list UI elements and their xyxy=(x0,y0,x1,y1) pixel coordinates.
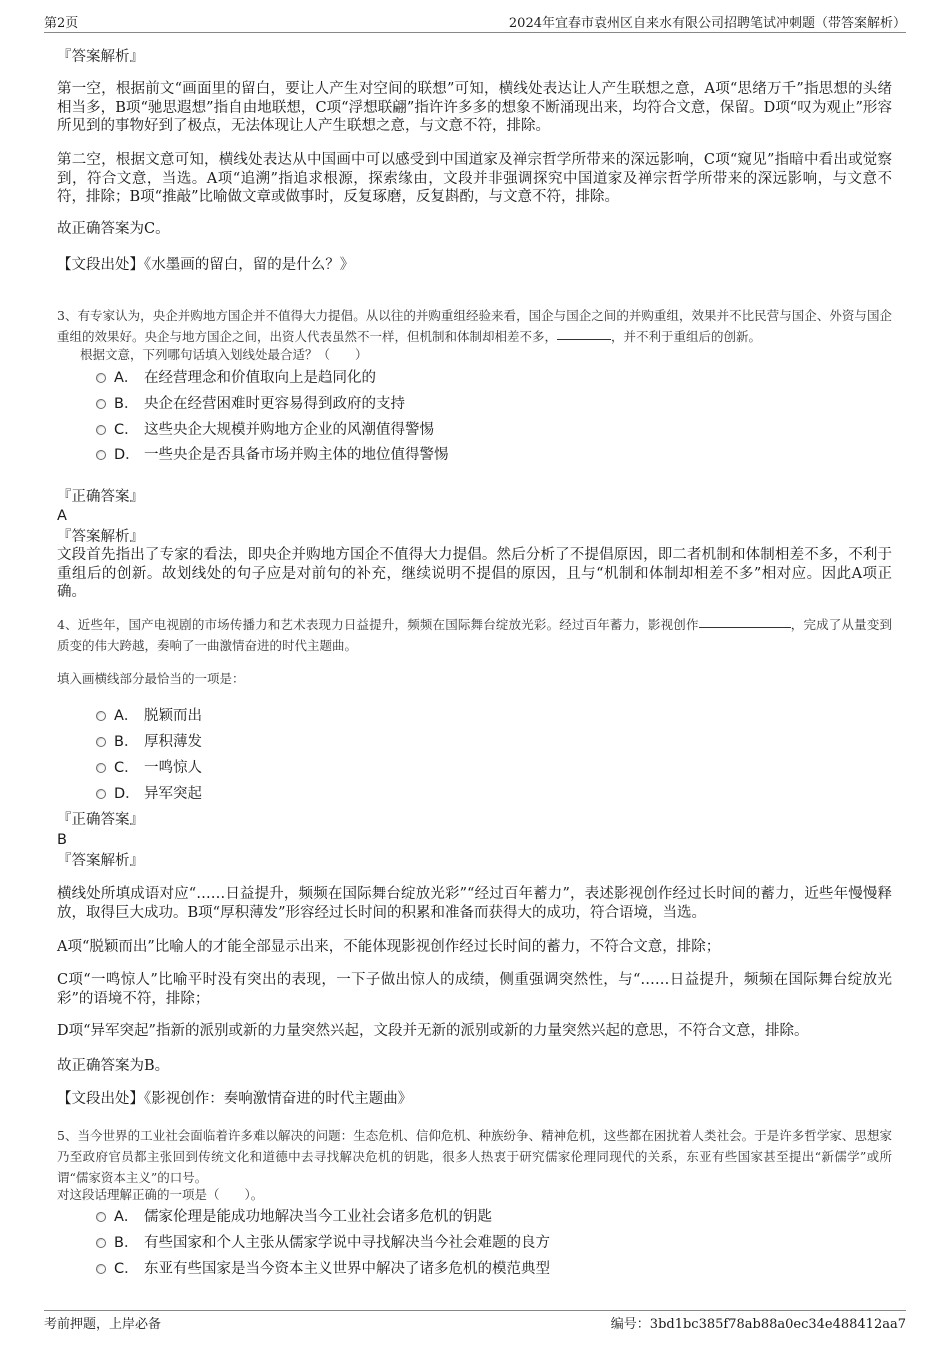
q2-source: 【文段出处】《水墨画的留白，留的是什么？》 xyxy=(57,257,355,273)
radio-icon[interactable] xyxy=(96,1264,106,1274)
q3-stem-part2: ，并不利于重组后的创新。 xyxy=(611,329,762,344)
q4-stem-part1: 4、近些年，国产电视剧的市场传播力和艺术表现力日益提升，频频在国际舞台绽放光彩。经过百年蓄力，影视创作 xyxy=(57,617,699,632)
q4-option-d[interactable]: D． 异军突起 xyxy=(96,785,202,803)
q3-option-d[interactable]: D． 一些央企是否具备市场并购主体的地位值得警惕 xyxy=(96,446,449,464)
q4-analysis-p1: 横线处所填成语对应“……日益提升，频频在国际舞台绽放光彩”“经过百年蓄力”，表述影视创作经过长时间的蓄力，近些年慢慢释放，取得巨大成功。B项“厚积薄发”形容经过长时间的积累和准备而获得大的成功，符合语境，当选。 xyxy=(57,886,892,921)
radio-icon[interactable] xyxy=(96,711,106,721)
q4-analysis-p2: A项“脱颖而出”比喻人的才能全部显示出来，不能体现影视创作经过长时间的蓄力，不符合文意，排除； xyxy=(57,939,721,955)
q5-question: 对这段话理解正确的一项是（ ）。 xyxy=(57,1187,264,1202)
q2-conclusion: 故正确答案为C。 xyxy=(57,221,170,237)
q5-option-c[interactable]: C． 东亚有些国家是当今资本主义世界中解决了诸多危机的模范典型 xyxy=(96,1260,550,1278)
q3-answer: A xyxy=(57,508,67,524)
radio-icon[interactable] xyxy=(96,425,106,435)
q4-analysis-label: 『答案解析』 xyxy=(57,853,144,869)
q4-option-c[interactable]: C． 一鸣惊人 xyxy=(96,759,202,777)
q3-stem xyxy=(57,305,892,347)
q3-option-b[interactable]: B． 央企在经营困难时更容易得到政府的支持 xyxy=(96,395,405,413)
footer-slogan: 考前押题，上岸必备 xyxy=(44,1317,162,1332)
footer-divider xyxy=(44,1310,906,1311)
q3-analysis: 文段首先指出了专家的看法，即央企并购地方国企不值得大力提倡。然后分析了不提倡原因，即二者机制和体制相差不多，不利于重组后的创新。故划线处的句子应是对前句的补充，继续说明不提倡的原因，且与“机制和体制却相差不多”相对应。因此A项正确。 xyxy=(57,547,892,600)
radio-icon[interactable] xyxy=(96,1212,106,1222)
q3-stem-part1: 3、有专家认为，央企并购地方国企并不值得大力提倡。从以往的并购重组经验来看，国企与国企之间的并购重组，效果并不比民营与国企、外资与国企重组的效果好。央企与地方国企之间，出资人代表虽然不一样，但机制和体制却相差不多， xyxy=(57,308,892,344)
document-title: 2024年宜春市袁州区自来水有限公司招聘笔试冲刺题（带答案解析） xyxy=(508,16,906,31)
page-number: 第2页 xyxy=(44,16,79,31)
q5-option-a[interactable]: A． 儒家伦理是能成功地解决当今工业社会诸多危机的钥匙 xyxy=(96,1208,492,1226)
q4-answer-label: 『正确答案』 xyxy=(57,812,144,828)
q4-conclusion: 故正确答案为B。 xyxy=(57,1058,170,1074)
header-divider xyxy=(44,32,906,33)
q5-stem: 5、当今世界的工业社会面临着许多难以解决的问题：生态危机、信仰危机、种族纷争、精神危机，这些都在困扰着人类社会。于是许多哲学家、思想家乃至政府官员都主张回到传统文化和道德中去寻找解决危机的钥匙，很多人热衷于研究儒家伦理同现代的关系，东亚有些国家甚至提出“新儒学”或所谓“儒家资本主义”的口号。 xyxy=(57,1128,892,1185)
q4-blank xyxy=(699,627,791,628)
q3-option-c[interactable]: C． 这些央企大规模并购地方企业的风潮值得警惕 xyxy=(96,421,434,439)
q4-analysis-p3: C项“一鸣惊人”比喻平时没有突出的表现，一下子做出惊人的成绩，侧重强调突然性，与“……日益提升，频频在国际舞台绽放光彩”的语境不符，排除； xyxy=(57,972,892,1007)
q3-option-a[interactable]: A． 在经营理念和价值取向上是趋同化的 xyxy=(96,369,376,387)
q4-stem-part2: ，完成了从量变到质变的伟大跨越，奏响了一曲激情奋进的时代主题曲。 xyxy=(57,617,892,653)
q3-analysis-label: 『答案解析』 xyxy=(57,529,144,545)
q4-stem xyxy=(57,614,892,656)
q5-option-b[interactable]: B． 有些国家和个人主张从儒家学说中寻找解决当今社会难题的良方 xyxy=(96,1234,550,1252)
q3-blank xyxy=(557,339,611,340)
radio-icon[interactable] xyxy=(96,763,106,773)
document-code: 编号：3bd1bc385f78ab88a0ec34e488412aa7 xyxy=(610,1317,906,1332)
radio-icon[interactable] xyxy=(96,399,106,409)
q4-option-b[interactable]: B． 厚积薄发 xyxy=(96,733,202,751)
q4-source: 【文段出处】《影视创作：奏响激情奋进的时代主题曲》 xyxy=(57,1091,413,1107)
radio-icon[interactable] xyxy=(96,373,106,383)
q2-analysis-p1: 第一空，根据前文“画面里的留白，要让人产生对空间的联想”可知，横线处表达让人产生联想之意，A项“思绪万千”指思想的头绪相当多，B项“驰思遐想”指自由地联想，C项“浮想联翩”指许许多多的想象不断涌现出来，均符合文意，保留。D项“叹为观止”形容所见到的事物好到了极点，无法体现让人产生联想之意，与文意不符，排除。 xyxy=(57,81,892,134)
radio-icon[interactable] xyxy=(96,450,106,460)
q3-answer-label: 『正确答案』 xyxy=(57,489,144,505)
q2-analysis-p2: 第二空，根据文意可知，横线处表达从中国画中可以感受到中国道家及禅宗哲学所带来的深远影响，C项“窥见”指暗中看出或觉察到，符合文意，当选。A项“追溯”指追求根源，探索缘由，文段并非强调探究中国道家及禅宗哲学所带来的深远影响，与文意不符，排除；B项“推敲”比喻做文章或做事时，反复琢磨，反复斟酌，与文意不符，排除。 xyxy=(57,152,892,205)
radio-icon[interactable] xyxy=(96,737,106,747)
q4-analysis-p4: D项“异军突起”指新的派别或新的力量突然兴起，文段并无新的派别或新的力量突然兴起的意思，不符合文意，排除。 xyxy=(57,1023,809,1039)
q3-question: 根据文意，下列哪句话填入划线处最合适？（ ） xyxy=(80,347,368,362)
radio-icon[interactable] xyxy=(96,1238,106,1248)
q4-question: 填入画横线部分最恰当的一项是： xyxy=(57,671,245,686)
q4-answer: B xyxy=(57,832,67,848)
q2-analysis-label: 『答案解析』 xyxy=(57,49,144,65)
q4-option-a[interactable]: A． 脱颖而出 xyxy=(96,707,202,725)
radio-icon[interactable] xyxy=(96,789,106,799)
